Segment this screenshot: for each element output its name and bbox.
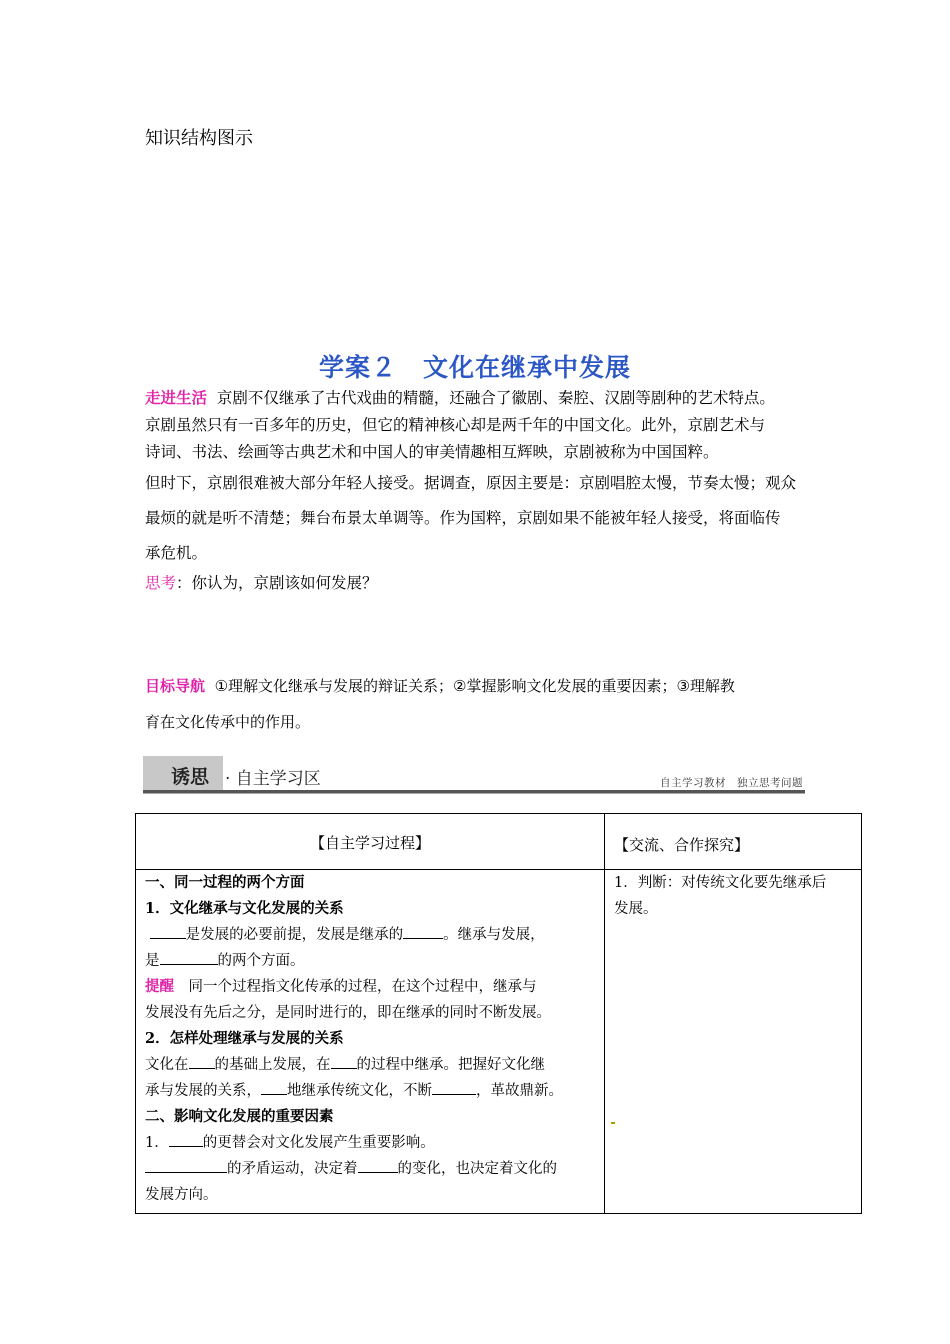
fill-line-7: 发展方向。 <box>145 1187 218 1203</box>
blank-7[interactable] <box>432 1079 476 1095</box>
knowledge-structure-heading: 知识结构图示 <box>145 128 253 149</box>
subheading-1-1: 1．文化继承与文化发展的关系 <box>145 900 344 917</box>
goals-paragraph <box>145 668 810 740</box>
intro-line-2: 京剧虽然只有一百多年的历史，但它的精神核心却是两千年的中国文化。此外，京剧艺术与 <box>145 416 766 434</box>
table-column-divider <box>604 814 605 1213</box>
intro-line-4: 但时下，京剧很难被大部分年轻人接受。据调查，原因主要是：京剧唱腔太慢，节奏太慢；观众 <box>145 474 797 492</box>
question-1-line-2: 发展。 <box>614 901 658 917</box>
banner-sub-text: · 自主学习区 <box>225 769 321 789</box>
remind-line-2: 发展没有先后之分，是同时进行的，即在继承的同时不断发展。 <box>145 1005 551 1021</box>
stray-mark <box>611 1122 615 1124</box>
intro-line-3: 诗词、书法、绘画等古典艺术和中国人的审美情趣相互辉映，京剧被称为中国国粹。 <box>145 443 719 461</box>
goals-line-2: 育在文化传承中的作用。 <box>145 713 311 731</box>
blank-2[interactable] <box>403 923 443 939</box>
blank-10[interactable] <box>358 1157 398 1173</box>
goals-line-1: ①理解文化继承与发展的辩证关系；②掌握影响文化发展的重要因素；③理解教 <box>214 677 735 695</box>
blank-5[interactable] <box>331 1053 357 1069</box>
fill-line-5: 1． 的更替会对文化发展产生重要影响。 <box>145 1130 597 1156</box>
blank-4[interactable] <box>189 1053 215 1069</box>
intro-paragraph-2 <box>145 466 810 571</box>
section-heading-2: 二、影响文化发展的重要因素 <box>145 1108 334 1125</box>
remind-label: 提醒 <box>145 978 174 995</box>
banner-main-text: 诱思 <box>171 766 210 788</box>
banner-rule-thin <box>143 793 805 794</box>
blank-3[interactable] <box>160 949 218 965</box>
blank-8[interactable] <box>169 1131 203 1147</box>
remind-line-1: 提醒 同一个过程指文化传承的过程，在这个过程中，继承与 <box>145 978 537 995</box>
think-label: 思考 <box>145 574 177 592</box>
fill-line-3: 文化在 的基础上发展，在 的过程中继承。把握好文化继 <box>145 1052 597 1078</box>
question-1-line-1: 1．判断：对传统文化要先继承后 <box>614 875 827 891</box>
lesson-title: 学案２ 文化在继承中发展 <box>318 353 631 382</box>
table-header-left: 【自主学习过程】 <box>309 834 430 852</box>
table-cell-right <box>614 870 854 922</box>
blank-9[interactable] <box>145 1157 227 1173</box>
study-table <box>135 813 862 1214</box>
banner-right-text: 自主学习教材 独立思考问题 <box>660 777 803 789</box>
section-banner <box>143 756 805 794</box>
subheading-1-2: 2．怎样处理继承与发展的关系 <box>145 1030 344 1047</box>
fill-line-6: 的矛盾运动，决定着 的变化，也决定着文化的 <box>145 1156 597 1182</box>
intro-line-6: 承危机。 <box>145 544 208 562</box>
table-header-right: 【交流、合作探究】 <box>614 836 750 854</box>
blank-1[interactable] <box>150 923 186 939</box>
intro-paragraph <box>145 384 810 466</box>
intro-line-5: 最烦的就是听不清楚；舞台布景太单调等。作为国粹，京剧如果不能被年轻人接受，将面临传 <box>145 509 781 527</box>
section-heading-1: 一、同一过程的两个方面 <box>145 874 305 891</box>
fill-line-1: 是发展的必要前提，发展是继承的 。继承与发展， <box>145 922 597 948</box>
intro-line-1: 走进生活 京剧不仅继承了古代戏曲的精髓，还融合了徽剧、秦腔、汉剧等剧种的艺术特点。 <box>145 388 775 407</box>
goals-label: 目标导航 <box>145 677 206 695</box>
think-text: ：你认为，京剧该如何发展？ <box>176 574 378 592</box>
table-cell-left <box>145 870 597 1208</box>
think-line <box>145 570 810 597</box>
blank-6[interactable] <box>261 1079 287 1095</box>
fill-line-4: 承与发展的关系， 地继承传统文化，不断 ，革故鼎新。 <box>145 1078 597 1104</box>
intro-label: 走进生活 <box>145 388 208 407</box>
fill-line-2: 是 的两个方面。 <box>145 948 597 974</box>
